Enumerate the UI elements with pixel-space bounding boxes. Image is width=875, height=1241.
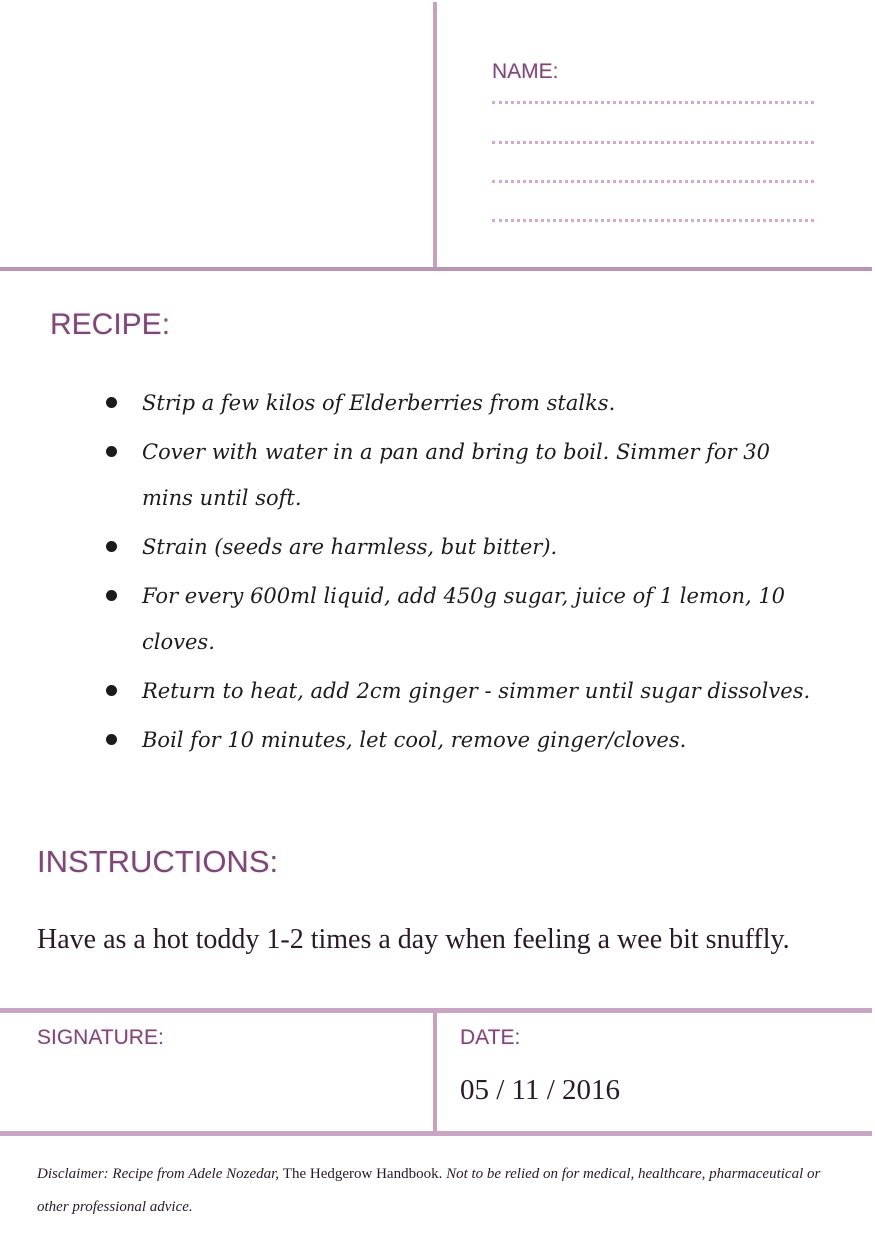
- recipe-steps-list: [100, 380, 820, 766]
- disclaimer-prefix: Disclaimer: Recipe from Adele Nozedar,: [37, 1166, 280, 1182]
- disclaimer-book-title: The Hedgerow Handbook.: [282, 1166, 443, 1182]
- bullet-icon: [106, 590, 117, 601]
- name-line-3[interactable]: [492, 180, 814, 183]
- recipe-step: Strain (seeds are harmless, but bitter).: [100, 524, 820, 570]
- recipe-step: Boil for 10 minutes, let cool, remove ginger/cloves.: [100, 717, 820, 763]
- name-line-4[interactable]: [492, 219, 814, 222]
- bullet-icon: [106, 446, 117, 457]
- bullet-icon: [106, 397, 117, 408]
- recipe-step: For every 600ml liquid, add 450g sugar, juice of 1 lemon, 10 cloves.: [100, 573, 820, 665]
- date-value: 05 / 11 / 2016: [460, 1074, 621, 1106]
- top-vertical-divider: [433, 2, 437, 270]
- signature-bottom-rule: [0, 1131, 872, 1136]
- signature-vertical-divider: [433, 1013, 437, 1131]
- recipe-step: Cover with water in a pan and bring to boil. Simmer for 30 mins until soft.: [100, 429, 820, 521]
- name-line-1[interactable]: [492, 101, 814, 104]
- bullet-icon: [106, 685, 117, 696]
- name-label: NAME:: [492, 60, 559, 83]
- instructions-text: Have as a hot toddy 1-2 times a day when feeling a wee bit snuffly.: [37, 924, 790, 955]
- recipe-heading: RECIPE:: [50, 308, 171, 341]
- disclaimer-suffix: Not to be relied on for medical, healthcare, pharmaceutical or other professional advice.: [37, 1166, 821, 1215]
- recipe-step: Return to heat, add 2cm ginger - simmer until sugar dissolves.: [100, 668, 820, 714]
- signature-label: SIGNATURE:: [37, 1026, 164, 1049]
- top-horizontal-rule: [0, 267, 872, 271]
- disclaimer: [37, 1158, 852, 1224]
- recipe-step: Strip a few kilos of Elderberries from stalks.: [100, 380, 820, 426]
- bullet-icon: [106, 541, 117, 552]
- name-line-2[interactable]: [492, 141, 814, 144]
- bullet-icon: [106, 734, 117, 745]
- instructions-heading: INSTRUCTIONS:: [37, 844, 279, 879]
- date-label: DATE:: [460, 1026, 521, 1049]
